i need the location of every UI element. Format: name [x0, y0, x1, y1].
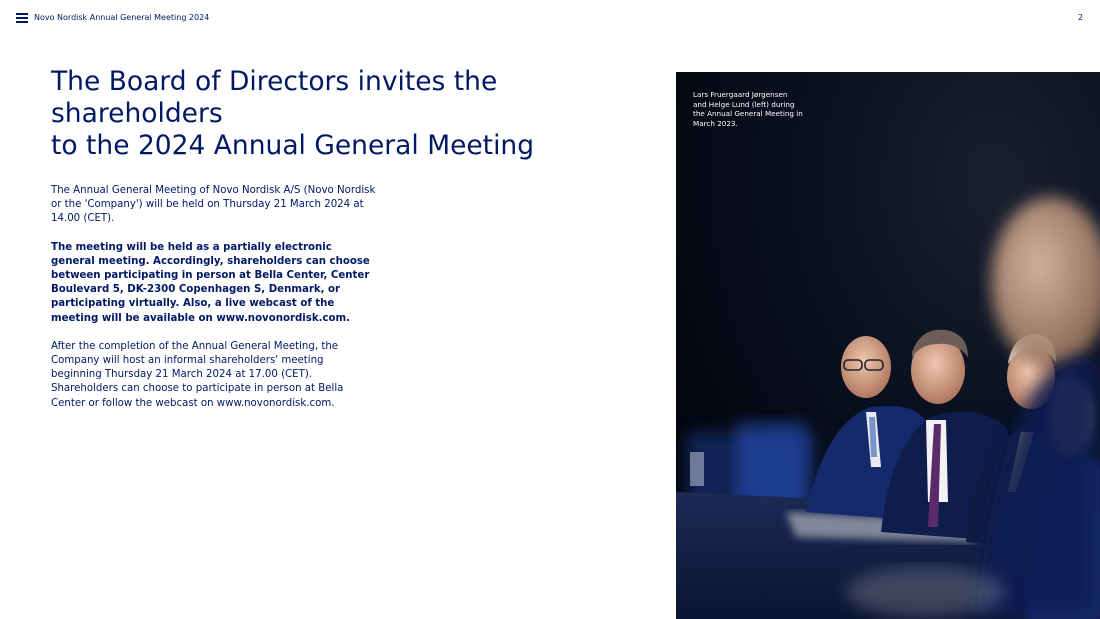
hamburger-menu-icon[interactable]	[16, 12, 30, 23]
body-text	[51, 184, 376, 425]
meeting-format-paragraph: The meeting will be held as a partially electronic general meeting. Accordingly, shareholders can choose between participating in person at Bella Center, Center Boulevard 5, DK-2300 Copenhagen S, Denmark, or participating virtually. Also, a live webcast of the meeting will be available on www.novonordisk.com.	[51, 241, 370, 324]
top-bar	[0, 0, 1100, 36]
page-number: 2	[1077, 13, 1083, 22]
photo-caption: Lars Fruergaard Jørgensen and Helge Lund (left) during the Annual General Meeting in March 2023.	[693, 90, 803, 128]
informal-meeting-paragraph: After the completion of the Annual General Meeting, the Company will host an informal shareholders' meeting beginning Thursday 21 March 2024 at 17.00 (CET). Shareholders can choose to participate in person at Bella Center or follow the webcast on www.novonordisk.com.	[51, 340, 344, 409]
document-title-link[interactable]: Novo Nordisk Annual General Meeting 2024	[34, 13, 210, 22]
headline-line-2: to the 2024 Annual General Meeting	[51, 130, 535, 161]
page-headline	[51, 66, 631, 162]
board-meeting-photo	[676, 72, 1100, 619]
photo-illustration	[676, 72, 1100, 619]
headline-line-1: The Board of Directors invites the shareholders	[51, 66, 498, 129]
intro-paragraph: The Annual General Meeting of Novo Nordisk A/S (Novo Nordisk or the 'Company') will be held on Thursday 21 March 2024 at 14.00 (CET).	[51, 185, 376, 225]
